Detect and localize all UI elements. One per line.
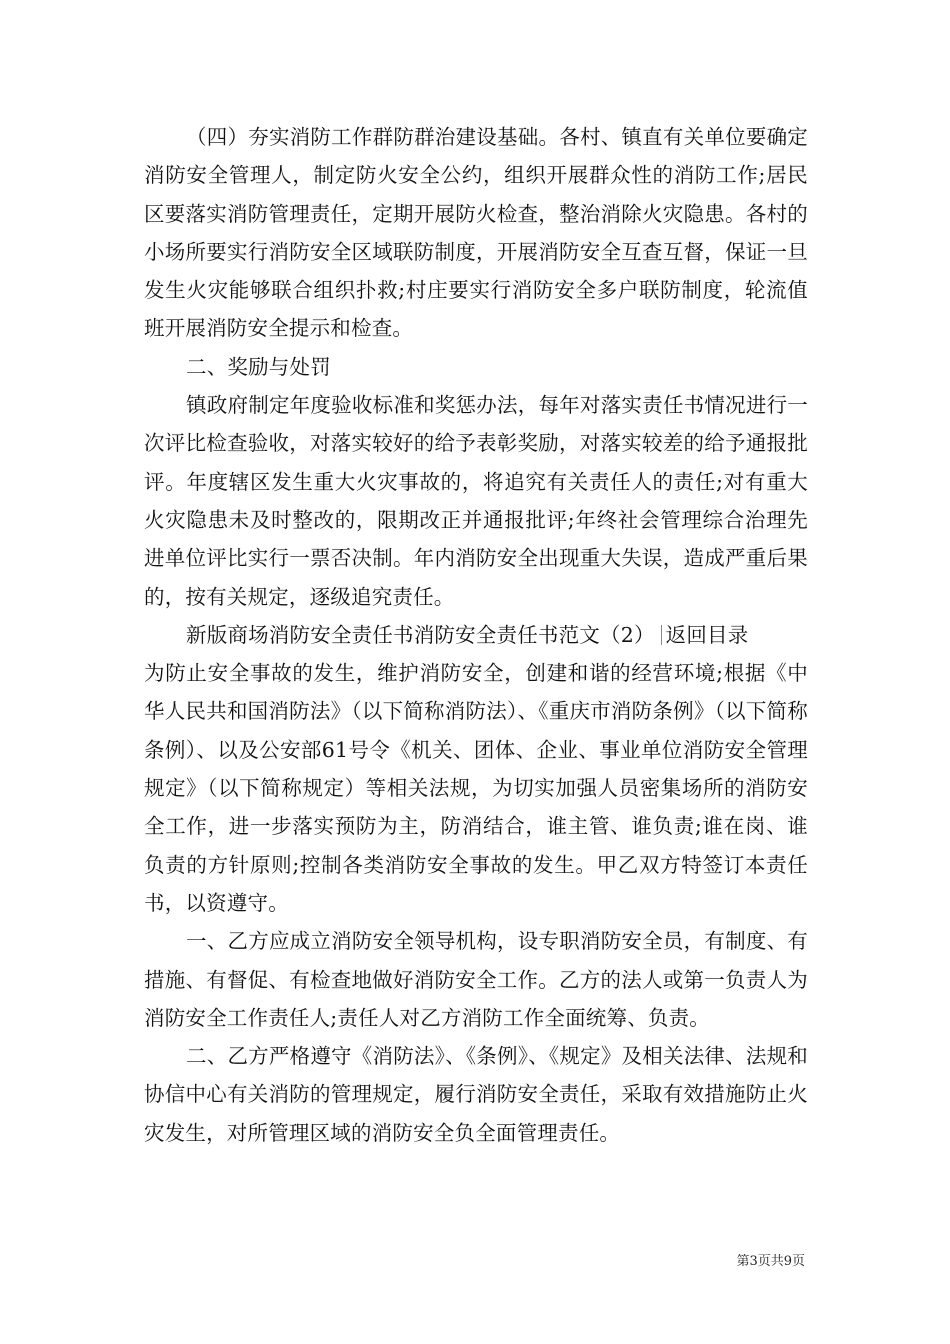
paragraph-clause-2: 二、乙方严格遵守《消防法》、《条例》、《规定》及相关法律、法规和协信中心有关消防的管理规定，履行消防安全责任，采取有效措施防止火灾发生，对所管理区域的消防安全负全面管理责任。 (144, 1044, 808, 1145)
document-body (144, 118, 808, 1152)
heading-rewards-penalties: 二、奖励与处罚 (186, 354, 331, 379)
return-to-contents-link[interactable]: 返回目录 (665, 622, 749, 647)
paragraph-preamble: 为防止安全事故的发生，维护消防安全，创建和谐的经营环境;根据《中华人民共和国消防法》（以下简称消防法）、《重庆市消防条例》（以下简称条例）、以及公安部61号令《机关、团体、企业、事业单位消防安全管理规定》（以下简称规定）等相关法规，为切实加强人员密集场所的消防安全工作，进一步落实预防为主，防消结合，谁主管、谁负责;谁在岗、谁负责的方针原则;控制各类消防安全事故的发生。甲乙双方特签订本责任书，以资遵守。 (144, 661, 808, 915)
paragraph-fire-prevention-foundation: （四）夯实消防工作群防群治建设基础。各村、镇直有关单位要确定消防安全管理人，制定防火安全公约，组织开展群众性的消防工作;居民区要落实消防管理责任，定期开展防火检查，整治消除火灾隐患。各村的小场所要实行消防安全区域联防制度，开展消防安全互查互督，保证一旦发生火灾能够联合组织扑救;村庄要实行消防安全多户联防制度，轮流值班开展消防安全提示和检查。 (144, 125, 808, 341)
section-title: 新版商场消防安全责任书消防安全责任书范文（2） (186, 622, 655, 647)
page-number-footer: 第3页共9页 (736, 1254, 805, 1269)
section-title-line (144, 616, 808, 654)
paragraph-clause-1: 一、乙方应成立消防安全领导机构，设专职消防安全员，有制度、有措施、有督促、有检查地做好消防安全工作。乙方的法人或第一负责人为消防安全工作责任人;责任人对乙方消防工作全面统筹、负责。 (144, 929, 808, 1030)
paragraph-rewards-penalties: 镇政府制定年度验收标准和奖惩办法，每年对落实责任书情况进行一次评比检查验收，对落实较好的给予表彰奖励，对落实较差的给予通报批评。年度辖区发生重大火灾事故的，将追究有关责任人的责任;对有重大火灾隐患未及时整改的，限期改正并通报批评;年终社会管理综合治理先进单位评比实行一票否决制。年内消防安全出现重大失误，造成严重后果的，按有关规定，逐级追究责任。 (144, 393, 808, 609)
link-separator (661, 625, 662, 645)
